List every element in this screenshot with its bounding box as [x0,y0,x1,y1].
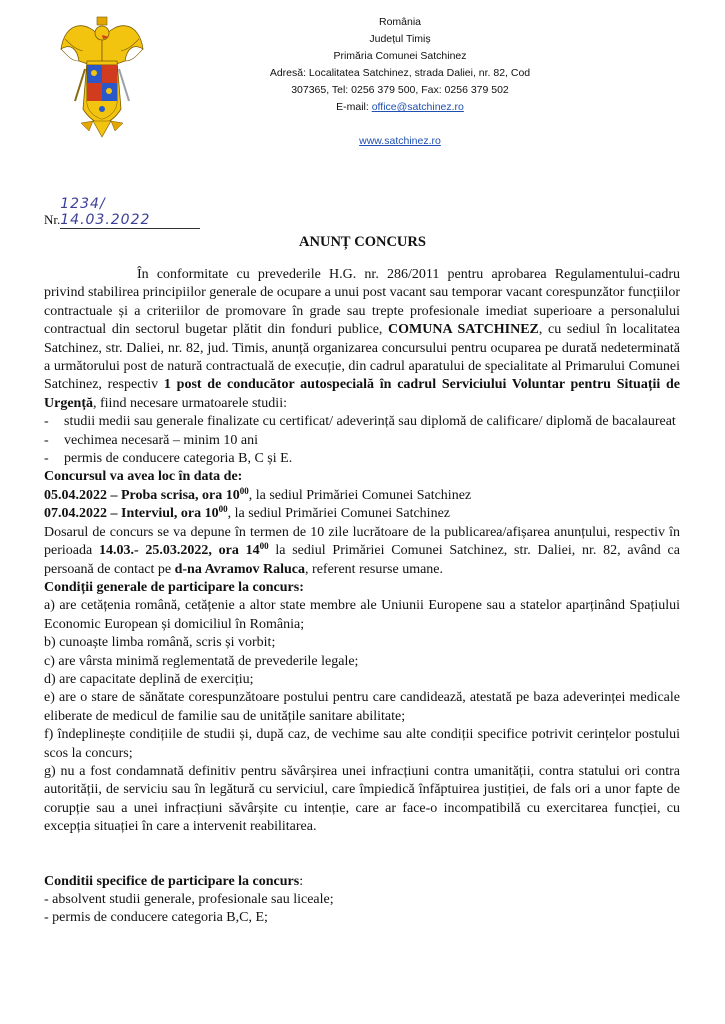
list-item: d) are capacitate deplină de exercițiu; [44,671,254,687]
list-item: b) cunoaște limba română, scris și vorbit; [44,635,276,651]
submission-period: 14.03.- 25.03.2022, ora 14 [98,543,260,559]
registration-label: Nr. [44,212,61,227]
dossier-paragraph: Dosarul de concurs se va depune în termen de 10 zile lucrătoare de la publicarea/afișarea anunțului, respectiv în perioada 14.03.- 25.03.2022, ora $14^{00}$ la sediul Primăriei Comunei Satchinez, str. Daliei, nr. 82, având ca persoană de contact pe d-na Avramov Raluca, referent resurse umane. [44,524,680,577]
list-item: f) îndeplinește condițiile de studii și, după caz, de vechime sau alte condiții specifice potrivit cerințelor postului scos la concurs; [44,727,680,761]
email-label: E-mail: [336,101,372,113]
email-link[interactable]: office@satchinez.ro [371,101,464,113]
list-item: - permis de conducere categoria B, C și E. [44,450,680,468]
email-line [255,99,545,116]
county-line: Județul Timiș [369,33,431,45]
list-item: a) are cetățenia română, cetățenie a altor state membre ale Uniunii Europene sau a statelor aparținând Spațiului Economic European și domiciliul în România; [44,598,680,632]
studies-requirements-list [44,413,680,468]
registration-handwritten-value: 1234/ 14.03.2022 [60,196,151,228]
document-body [44,266,680,928]
written-exam-line: 05.04.2022 – Proba scrisa, ora $10^{00}$, la sediul Primăriei Comunei Satchinez [44,485,472,503]
interview-line: 07.04.2022 – Interviul, ora $10^{00}$, la sediul Primăriei Comunei Satchinez [44,504,451,522]
list-item: e) are o stare de sănătate corespunzătoare postului pentru care candidează, atestată pe baza adeverinței medicale eliberate de medicul de familie sau de unitățile sanitare abilitate; [44,690,680,724]
institution-line: Primăria Comunei Satchinez [333,50,467,62]
coat-of-arms-image [57,9,147,139]
schedule-heading: Concursul va avea loc în data de: [44,469,243,485]
document-title: ANUNȚ CONCURS [299,234,426,250]
letterhead [255,14,545,150]
organization-name: COMUNA SATCHINEZ [388,322,539,338]
list-item: - studii medii sau generale finalizate cu certificat/ adeverință sau diplomă de calificare/ diplomă de bacalaureat [44,413,680,431]
list-item: - vechimea necesară – minim 10 ani [44,432,680,450]
country-line: România [378,16,422,28]
registration-number [44,196,200,229]
intro-paragraph: În conformitate cu prevederile H.G. nr. 286/2011 pentru aprobarea Regulamentului-cadru privind stabilirea principiilor generale de ocupare a unui post vacant sau temporar vacant corespunzător funcțiilor contractuale și a criteriilor de promovare în grade sau trepte profesionale imediat superioare a personalului contractual din sectorul bugetar plătit din fonduri publice, COMUNA SATCHINEZ, cu sediul în localitatea Satchinez, str. Daliei, nr. 82, jud. Timis, anunță organizarea concursului pentru ocuparea pe durată nedeterminată a următorului post de natură contractuală de execuție, din cadrul aparatului de specialitate al Primarului Comunei Satchinez, respectiv 1 post de conducător autospecială în cadrul Serviciului Voluntar pentru Situații de Urgență, fiind necesare urmatoarele studii: [44,267,680,411]
list-item: - permis de conducere categoria B,C, E; [44,910,268,926]
contact-person: d-na Avramov Raluca [174,561,306,577]
list-item: g) nu a fost condamnată definitiv pentru săvârșirea unei infracțiuni contra umanității, contra statului ori contra autorității, de serviciu sau în legătură cu serviciul, care împiedică înfăptuirea justiției, de fals ori a unor fapte de corupție sau a unei infracțiuni săvârșite cu intenție, care ar face-o incompatibilă cu exercitarea funcției, cu excepția situației în care a intervenit reabilitarea. [44,763,680,835]
general-conditions-heading: Condiții generale de participare la concurs: [44,579,304,595]
specific-conditions-heading: Conditii specifice de participare la concurs: [44,873,304,889]
list-item: - absolvent studii generale, profesionale sau liceale; [44,892,334,907]
website-link[interactable]: www.satchinez.ro [359,135,441,147]
list-item: c) are vârsta minimă reglementată de prevederile legale; [44,653,359,669]
post-description: 1 post de conducător autospecială în cadrul Serviciului Voluntar pentru Situații de Urgență [44,377,680,411]
address-block: Adresă: Localitatea Satchinez, strada Daliei, nr. 82, Cod 307365, Tel: 0256 379 500, Fax: 0256 379 502 [269,67,531,96]
